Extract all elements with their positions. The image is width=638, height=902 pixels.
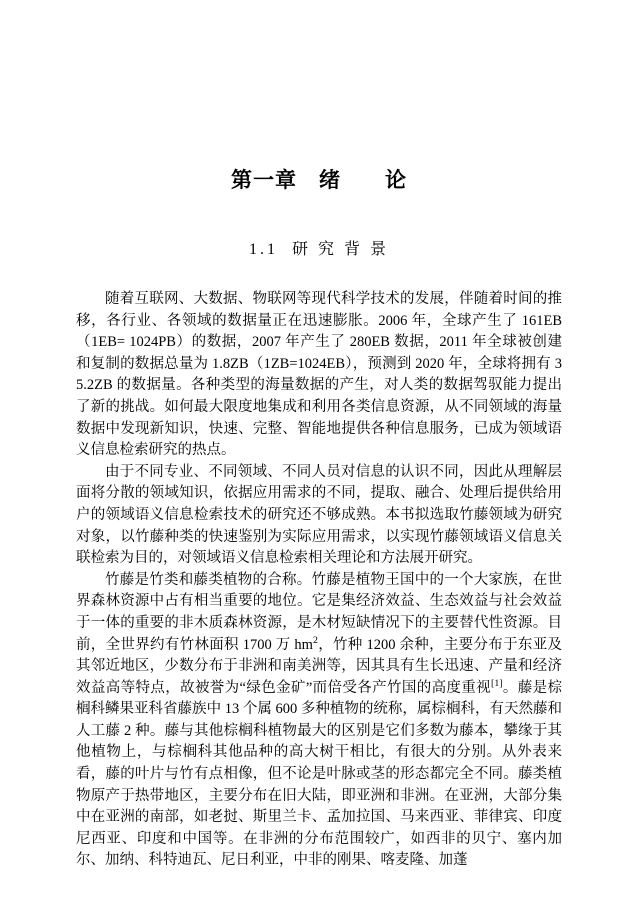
paragraph-research-background-1: 随着互联网、大数据、物联网等现代科学技术的发展，伴随着时间的推移，各行业、各领域的数据量正在迅速膨胀。2006 年，全球产生了 161EB（1EB= 1024PB）的数据，2007 年产生了 280EB 数据，2011 年全球被创建和复制的数据总量为 1.8ZB（1ZB=1024EB），预测到 2020 年，全球将拥有 35.2ZB 的数据量。各种类型的海量数据的产生，对人类的数据驾驭能力提出了新的挑战。如何最大限度地集成和利用各类信息资源，从不同领域的海量数据中发现新知识，快速、完整、智能地提供各种信息服务，已成为领域语义信息检索研究的热点。 xyxy=(76,291,562,459)
paragraph-research-background-2: 由于不同专业、不同领域、不同人员对信息的认识不同，因此从理解层面将分散的领域知识，依据应用需求的不同，提取、融合、处理后提供给用户的领域语义信息检索技术的研究还不够成熟。本书拟选取竹藤领域为研究对象，以竹藤种类的快速鉴别为实际应用需求，以实现竹藤领域语义信息关联检索为目的，对领域语义信息检索相关理论和方法展开研究。 xyxy=(76,463,562,567)
section-title: 1.1 研 究 背 景 xyxy=(248,241,389,258)
chapter-title: 第一章 绪 论 xyxy=(231,168,407,192)
paragraph-research-background-3: 竹藤是竹类和藤类植物的合称。竹藤是植物王国中的一个大家族，在世界森林资源中占有相当重要的地位。它是集经济效益、生态效益与社会效益于一体的重要的非木质森林资源，是木材短缺情况下的主要替代性资源。目前，全世界约有竹林面积 1700 万 $hm^2$，竹种 1200 余种，主要分布于东亚及其邻近地区，少数分布于非洲和南美洲等，因其具有生长迅速、产量和经济效益高等特点，故被誉为“绿色金矿”而倍受各产竹国的高度重视[1]。藤是棕榈科鳞果亚科省藤族中 13 个属 600 多种植物的统称，属棕榈科，有天然藤和人工藤 2 种。藤与其他棕榈科植物最大的区别是它们多数为藤本，攀缘于其他植物上，与棕榈科其他品种的高大树干相比，有很大的分别。从外表来看，藤的叶片与竹有点相像，但不论是叶脉或茎的形态都完全不同。藤类植物原产于热带地区，主要分布在旧大陆，即亚洲和非洲。在亚洲，大部分集中在亚洲的南部，如老挝、斯里兰卡、孟加拉国、马来西亚、菲律宾、印度尼西亚、印度和中国等。在非洲的分布范围较广，如西非的贝宁、塞内加尔、加纳、科特迪瓦、尼日利亚，中非的刚果、喀麦隆、加蓬 xyxy=(76,571,563,869)
